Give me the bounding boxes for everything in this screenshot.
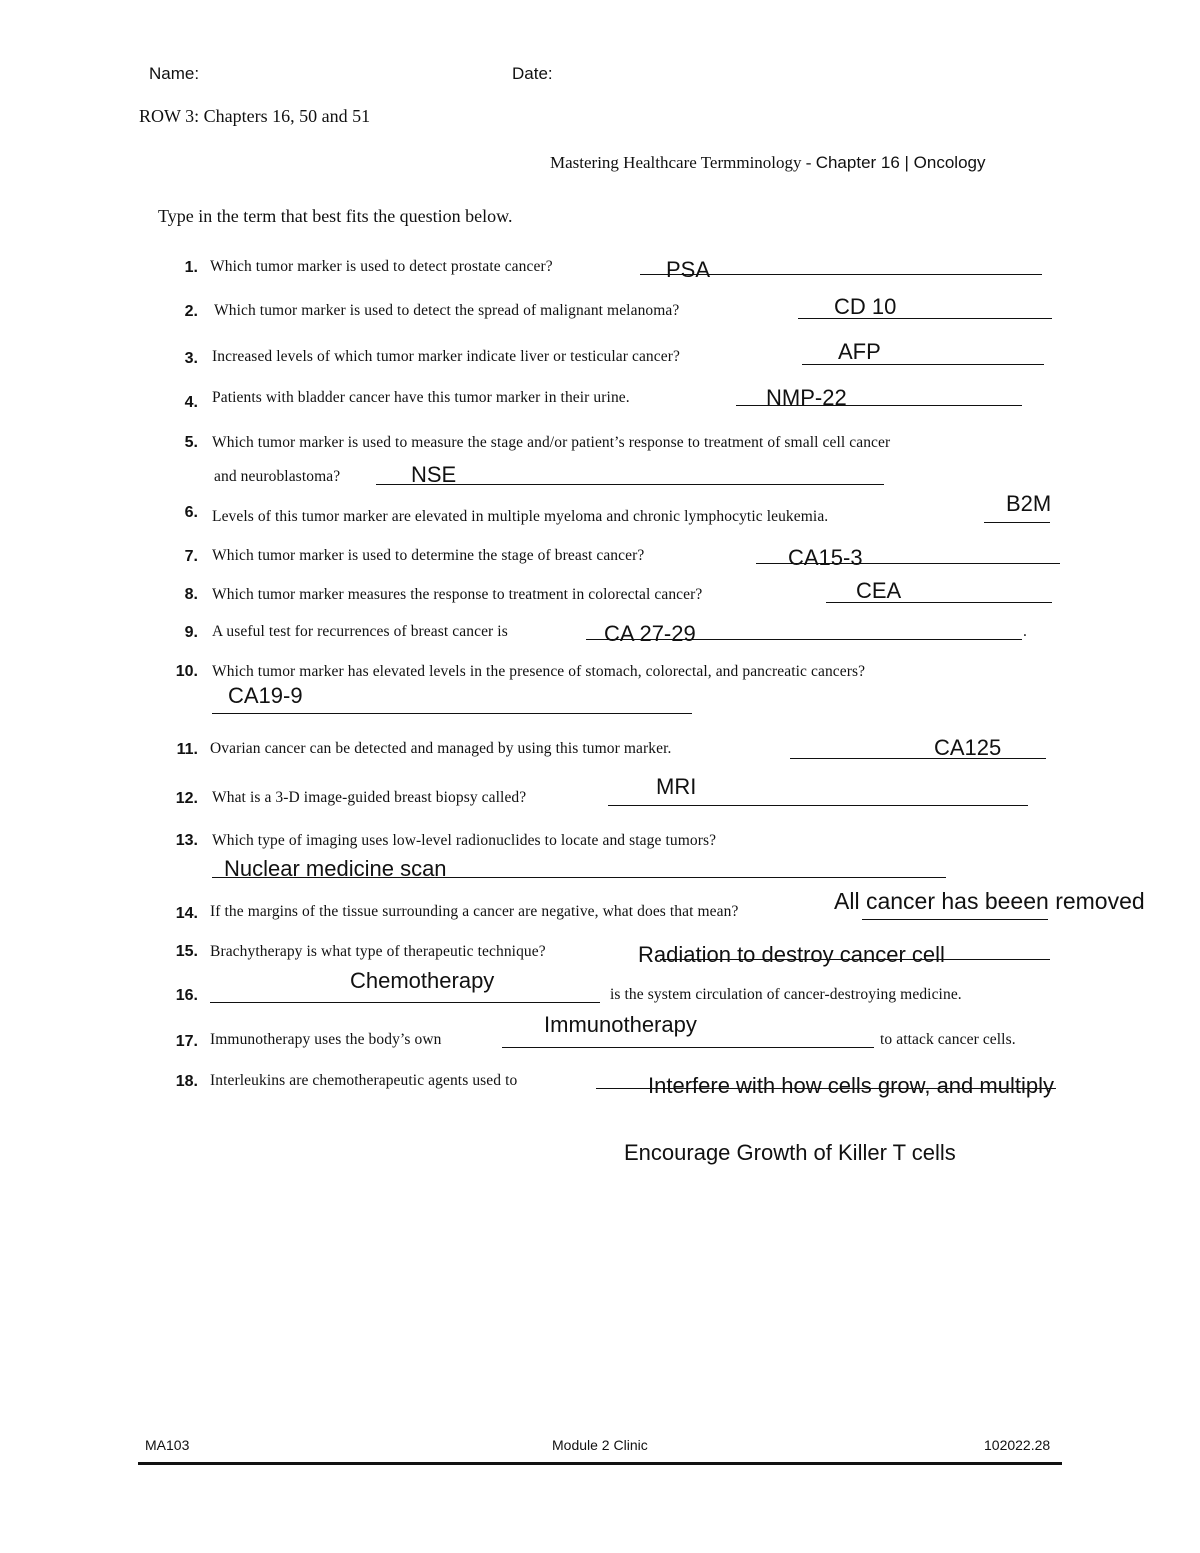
- question-text: Ovarian cancer can be detected and managed by using this tumor marker.: [210, 740, 672, 757]
- answer-text: All cancer has beeen removed: [834, 888, 1145, 914]
- question-text: What is a 3-D image-guided breast biopsy called?: [212, 789, 527, 806]
- question-text: Increased levels of which tumor marker indicate liver or testicular cancer?: [212, 348, 680, 365]
- question-text: Levels of this tumor marker are elevated in multiple myeloma and chronic lymphocytic leukemia.: [212, 508, 829, 525]
- question-number: 8.: [184, 586, 198, 603]
- answer-text: CA 27-29: [604, 621, 696, 646]
- date-label: Date:: [512, 64, 553, 83]
- answer-text: Nuclear medicine scan: [224, 856, 447, 881]
- question-number: 14.: [175, 905, 198, 922]
- question-text: Brachytherapy is what type of therapeutic technique?: [210, 943, 546, 960]
- answer-line: [608, 805, 1028, 806]
- answer-text: NSE: [411, 462, 457, 487]
- answer-text: NMP-22: [766, 385, 847, 410]
- question-number: 16.: [175, 987, 198, 1004]
- answer-text: CA15-3: [788, 545, 863, 570]
- question-number: 5.: [184, 434, 198, 451]
- question-text: Patients with bladder cancer have this tumor marker in their urine.: [212, 389, 630, 406]
- answer-line: [210, 1002, 600, 1003]
- question-text: Which type of imaging uses low-level radionuclides to locate and stage tumors?: [212, 832, 717, 849]
- answer-text: Radiation to destroy cancer cell: [638, 942, 945, 967]
- question-text: Interleukins are chemotherapeutic agents used to: [210, 1072, 518, 1089]
- answer-text: B2M: [1006, 491, 1052, 516]
- question-text: Immunotherapy uses the body’s own: [210, 1031, 442, 1048]
- question-number: 7.: [184, 548, 198, 565]
- question-text: is the system circulation of cancer-destroying medicine.: [610, 986, 962, 1003]
- question-text: Which tumor marker is used to determine the stage of breast cancer?: [212, 547, 645, 564]
- question-text: Which tumor marker is used to measure the stage and/or patient’s response to treatment of small cell cancer: [212, 434, 891, 451]
- question-text-cont: and neuroblastoma?: [214, 468, 341, 485]
- answer-line: [984, 522, 1050, 523]
- answer-text: MRI: [656, 774, 697, 799]
- extra-answer-text: Encourage Growth of Killer T cells: [624, 1140, 956, 1165]
- question-tail: .: [1023, 623, 1027, 640]
- question-tail: to attack cancer cells.: [880, 1031, 1016, 1048]
- question-number: 9.: [184, 624, 198, 641]
- question-text: Which tumor marker is used to detect the spread of malignant melanoma?: [214, 302, 680, 319]
- question-text: Which tumor marker has elevated levels in the presence of stomach, colorectal, and pancreatic cancers?: [212, 663, 866, 680]
- course-title: [550, 153, 986, 173]
- question-number: 11.: [176, 741, 198, 758]
- question-number: 15.: [175, 943, 198, 960]
- footer-rule: [138, 1462, 1062, 1465]
- answer-text: Interfere with how cells grow, and multiply: [648, 1073, 1054, 1098]
- question-number: 4.: [184, 394, 198, 411]
- question-number: 2.: [184, 303, 198, 320]
- instructions: Type in the term that best fits the question below.: [158, 206, 513, 226]
- answer-line: [790, 758, 1046, 759]
- name-label: Name:: [149, 64, 200, 83]
- question-number: 1.: [184, 259, 198, 276]
- answer-text: Chemotherapy: [350, 968, 495, 993]
- row-title: ROW 3: Chapters 16, 50 and 51: [139, 106, 371, 126]
- answer-text: AFP: [838, 339, 881, 364]
- answer-text: CEA: [856, 578, 902, 603]
- answer-line: [862, 919, 1048, 920]
- question-number: 13.: [175, 832, 198, 849]
- footer-course-code: MA103: [145, 1437, 190, 1453]
- question-number: 12.: [175, 790, 198, 807]
- footer-version: 102022.28: [984, 1437, 1051, 1453]
- question-number: 18.: [175, 1073, 198, 1090]
- question-text: If the margins of the tissue surrounding a cancer are negative, what does that mean?: [210, 903, 739, 920]
- question-number: 6.: [184, 504, 198, 521]
- question-number: 17.: [175, 1033, 198, 1050]
- answer-text: PSA: [666, 257, 711, 282]
- question-text: Which tumor marker measures the response to treatment in colorectal cancer?: [212, 586, 703, 603]
- answer-line: [212, 713, 692, 714]
- answer-text: CA125: [934, 735, 1002, 760]
- answer-text: Immunotherapy: [544, 1012, 697, 1037]
- course-title-main: Mastering Healthcare Termminology -: [550, 153, 816, 172]
- answer-text: CD 10: [834, 294, 897, 319]
- course-title-chapter: Chapter 16 | Oncology: [815, 153, 986, 172]
- question-number: 3.: [184, 350, 198, 367]
- question-text: Which tumor marker is used to detect prostate cancer?: [210, 258, 553, 275]
- question-number: 10.: [175, 663, 198, 680]
- footer-module: Module 2 Clinic: [552, 1437, 648, 1453]
- answer-line: [502, 1047, 874, 1048]
- answer-text: CA19-9: [228, 683, 303, 708]
- question-text: A useful test for recurrences of breast cancer is: [212, 623, 508, 640]
